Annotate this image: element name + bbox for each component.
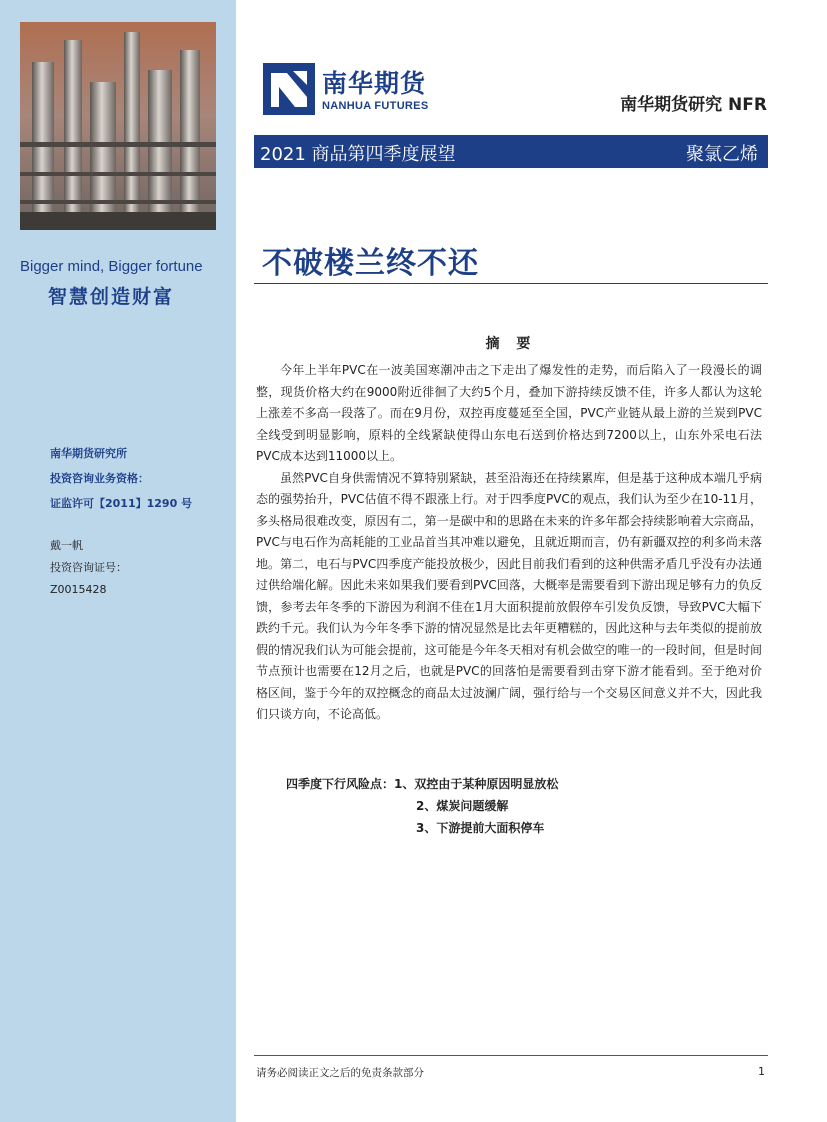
qualification-label: 投资咨询业务资格：: [50, 472, 149, 485]
slogan-english: Bigger mind, Bigger fortune: [20, 258, 203, 275]
footer-divider: [254, 1055, 768, 1056]
logo-text-chinese: 南华期货: [322, 69, 427, 98]
risk-item: 2、煤炭问题缓解: [416, 799, 509, 813]
nanhua-logo-icon: [263, 63, 315, 115]
analyst-info: [50, 535, 127, 601]
risk-item: 3、下游提前大面积停车: [416, 821, 545, 835]
institute-info: [50, 441, 192, 516]
abstract-paragraph: 虽然PVC自身供需情况不算特别紧缺，甚至沿海还在持续累库，但是基于这种成本端几乎病态的强势抬升，PVC估值不得不跟涨上行。对于四季度PVC的观点，我们认为至少在10-11月，多头格局很难改变，原因有二，第一是碳中和的思路在未来的许多年都会持续影响着大宗商品，PVC与电石作为高耗能的工业品首当其冲难以避免，且就近期而言，仍有新疆双控的利多尚未落地。第二，电石与PVC四季度产能投放极少，因此目前我们看到的这种供需矛盾几乎没有办法通过供给端化解。因此未来如果我们要看到PVC回落，大概率是需要看到下游出现足够有力的负反馈，参考去年冬季的下游因为利润不佳在1月大面积提前放假停车引发负反馈，导致PVC大幅下跌约千元。我们认为今年冬季下游的情况显然是比去年更糟糕的，因此这种与去年类似的提前放假的情况我们认为可能会提前，这可能是今年冬天相对有机会做空的唯一的一段时间，但是时间节点预计也需要在12月之后，也就是PVC的回落怕是需要看到击穿下游才能看到。至于绝对价格区间，鉴于今年的双控概念的商品太过波澜广阔，强行给与一个交易区间意义并不大，因此我们只谈方向，不论高低。: [256, 470, 762, 721]
research-label: 南华期货研究 NFR: [620, 95, 767, 115]
slogan-chinese: 智慧创造财富: [48, 286, 175, 308]
footer-disclaimer: 请务必阅读正文之后的免责条款部分: [256, 1067, 424, 1079]
sidebar: [0, 0, 236, 1122]
analyst-cert-label: 投资咨询证号：: [50, 561, 127, 574]
industrial-plant-photo: [20, 22, 216, 230]
report-banner: [254, 135, 768, 168]
abstract-heading: 摘 要: [485, 336, 537, 352]
analyst-cert-number: Z0015428: [50, 583, 107, 596]
banner-commodity: 聚氯乙烯: [686, 144, 758, 165]
main-title: 不破楼兰终不还: [262, 246, 479, 281]
institute-name: 南华期货研究所: [50, 447, 127, 460]
logo-text-english: NANHUA FUTURES: [322, 100, 429, 112]
risk-item: 四季度下行风险点：1、双控由于某种原因明显放松: [286, 777, 559, 791]
analyst-name: 戴一帆: [50, 539, 83, 552]
title-divider: [254, 283, 768, 284]
banner-report-type: 2021 商品第四季度展望: [260, 144, 456, 165]
page-number: 1: [758, 1065, 765, 1078]
abstract-paragraph: 今年上半年PVC在一波美国寒潮冲击之下走出了爆发性的走势，而后陷入了一段漫长的调整，现货价格大约在9000附近徘徊了大约5个月，叠加下游持续反馈不佳，许多人都认为这轮上涨差不多高一段落了。而在9月份，双控再度蔓延至全国，PVC产业链从最上游的兰炭到PVC全线受到明显影响，原料的全线紧缺使得山东电石送到价格达到7200以上，山东外采电石法PVC成本达到11000以上。: [256, 363, 762, 463]
abstract-body: [256, 360, 762, 726]
license-number: 证监许可【2011】1290 号: [50, 497, 193, 510]
